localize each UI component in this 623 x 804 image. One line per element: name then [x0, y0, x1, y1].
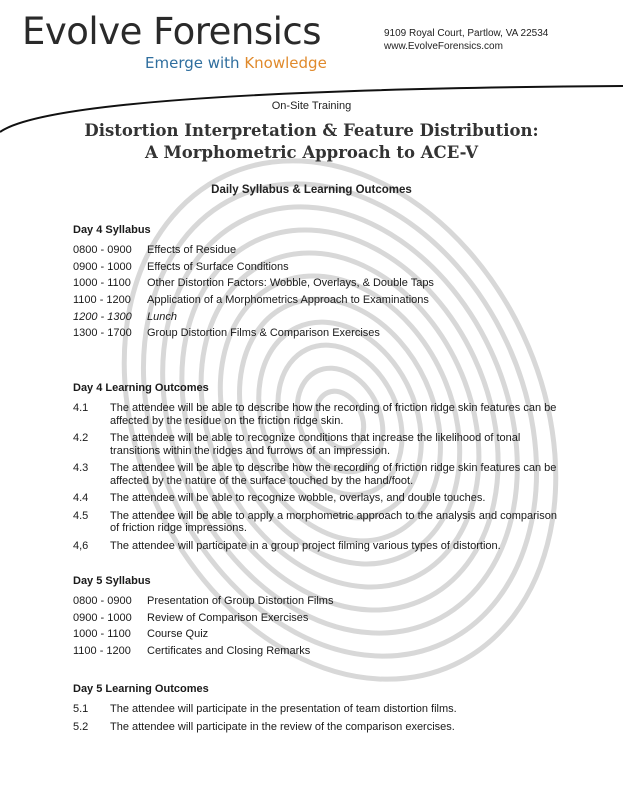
outcome-text: The attendee will participate in the review of the comparison exercises.	[110, 720, 455, 733]
outcome-text: The attendee will participate in the presentation of team distortion films.	[110, 703, 457, 715]
outcome-number: 4.1	[73, 402, 89, 414]
schedule-desc: Certificates and Closing Remarks	[147, 645, 311, 658]
outcome-item	[73, 703, 563, 716]
schedule-desc: Lunch	[147, 310, 177, 323]
outcome-text: The attendee will be able to recognize wobble, overlays, and double touches.	[110, 492, 486, 504]
outcome-number: 4.4	[73, 492, 89, 504]
document-subtitle: Daily Syllabus & Learning Outcomes	[211, 184, 412, 196]
schedule-row	[73, 277, 563, 290]
outcome-text: The attendee will be able to apply a morphometric approach to the analysis and comparison of friction ridge impressions.	[110, 509, 557, 534]
schedule-time: 0800 - 0900	[73, 244, 132, 256]
schedule-row	[73, 244, 563, 257]
schedule-time: 1100 - 1200	[73, 294, 131, 307]
schedule-desc: Effects of Residue	[147, 244, 237, 256]
schedule-time: 1300 - 1700	[73, 327, 132, 340]
course-title-line-1: Distortion Interpretation & Feature Distribution:	[84, 121, 539, 140]
course-title	[0, 120, 623, 164]
schedule-desc: Application of a Morphometrics Approach to Examinations	[147, 294, 429, 307]
outcome-number: 5.1	[73, 703, 89, 715]
schedule-row	[73, 645, 563, 658]
schedule-time: 1000 - 1100	[73, 628, 131, 641]
schedule-row	[73, 612, 563, 625]
outcome-item	[73, 540, 563, 553]
schedule-time: 1100 - 1200	[73, 645, 131, 658]
schedule-desc: Presentation of Group Distortion Films	[147, 595, 334, 607]
outcome-number: 5.2	[73, 720, 89, 733]
schedule-row	[73, 595, 563, 608]
tagline-part-1: Emerge with	[145, 54, 245, 72]
company-logo-text: Evolve Forensics	[22, 10, 322, 53]
outcome-item	[73, 492, 563, 505]
schedule-desc: Other Distortion Factors: Wobble, Overlays, & Double Taps	[147, 277, 434, 290]
section-heading: Day 4 Learning Outcomes	[73, 382, 209, 394]
schedule-time: 0800 - 0900	[73, 595, 132, 607]
schedule-row	[73, 628, 563, 641]
tagline-part-2: Knowledge	[244, 54, 327, 72]
schedule-row	[73, 327, 563, 340]
schedule-desc: Group Distortion Films & Comparison Exercises	[147, 327, 380, 340]
schedule-desc: Course Quiz	[147, 628, 209, 641]
website-line: www.EvolveForensics.com	[384, 41, 503, 52]
outcome-number: 4.3	[73, 462, 89, 474]
schedule-row	[73, 261, 563, 274]
outcome-item	[73, 721, 563, 734]
day5-syllabus-section	[73, 575, 563, 662]
outcome-text: The attendee will participate in a group project filming various types of distortion.	[110, 539, 501, 552]
outcome-text: The attendee will be able to describe how the recording of friction ridge skin features can be affected by the residue on the friction ridge skin.	[110, 402, 557, 427]
outcome-number: 4.5	[73, 509, 89, 522]
schedule-time: 0900 - 1000	[73, 260, 132, 273]
training-type: On-Site Training	[271, 100, 352, 112]
company-address	[384, 27, 548, 53]
schedule-row-lunch	[73, 311, 563, 324]
course-title-line-2: A Morphometric Approach to ACE-V	[144, 143, 479, 162]
schedule-row	[73, 294, 563, 307]
outcome-number: 4,6	[73, 539, 89, 552]
outcome-item	[73, 462, 563, 487]
day5-outcomes-section	[73, 683, 563, 738]
schedule-time: 0900 - 1000	[73, 611, 132, 624]
schedule-desc: Review of Comparison Exercises	[147, 611, 309, 624]
outcome-number: 4.2	[73, 432, 89, 444]
section-heading: Day 4 Syllabus	[73, 224, 151, 236]
day4-outcomes-section	[73, 382, 563, 557]
outcome-item	[73, 510, 563, 535]
schedule-desc: Effects of Surface Conditions	[147, 260, 289, 273]
outcome-text: The attendee will be able to recognize conditions that increase the likelihood of tonal transitions within the ridges and furrows of an impression.	[110, 432, 521, 457]
schedule-time: 1000 - 1100	[73, 277, 131, 290]
outcome-item	[73, 432, 563, 457]
day4-syllabus-section	[73, 224, 563, 344]
address-line-1: 9109 Royal Court, Partlow, VA 22534	[384, 28, 549, 39]
company-tagline	[145, 54, 327, 72]
outcome-item	[73, 402, 563, 427]
outcome-text: The attendee will be able to describe how the recording of friction ridge skin features can be affected by the nature of the surface touched by the hand/foot.	[110, 462, 557, 487]
schedule-time: 1200 - 1300	[73, 310, 132, 323]
section-heading: Day 5 Syllabus	[73, 575, 151, 587]
section-heading: Day 5 Learning Outcomes	[73, 683, 209, 695]
